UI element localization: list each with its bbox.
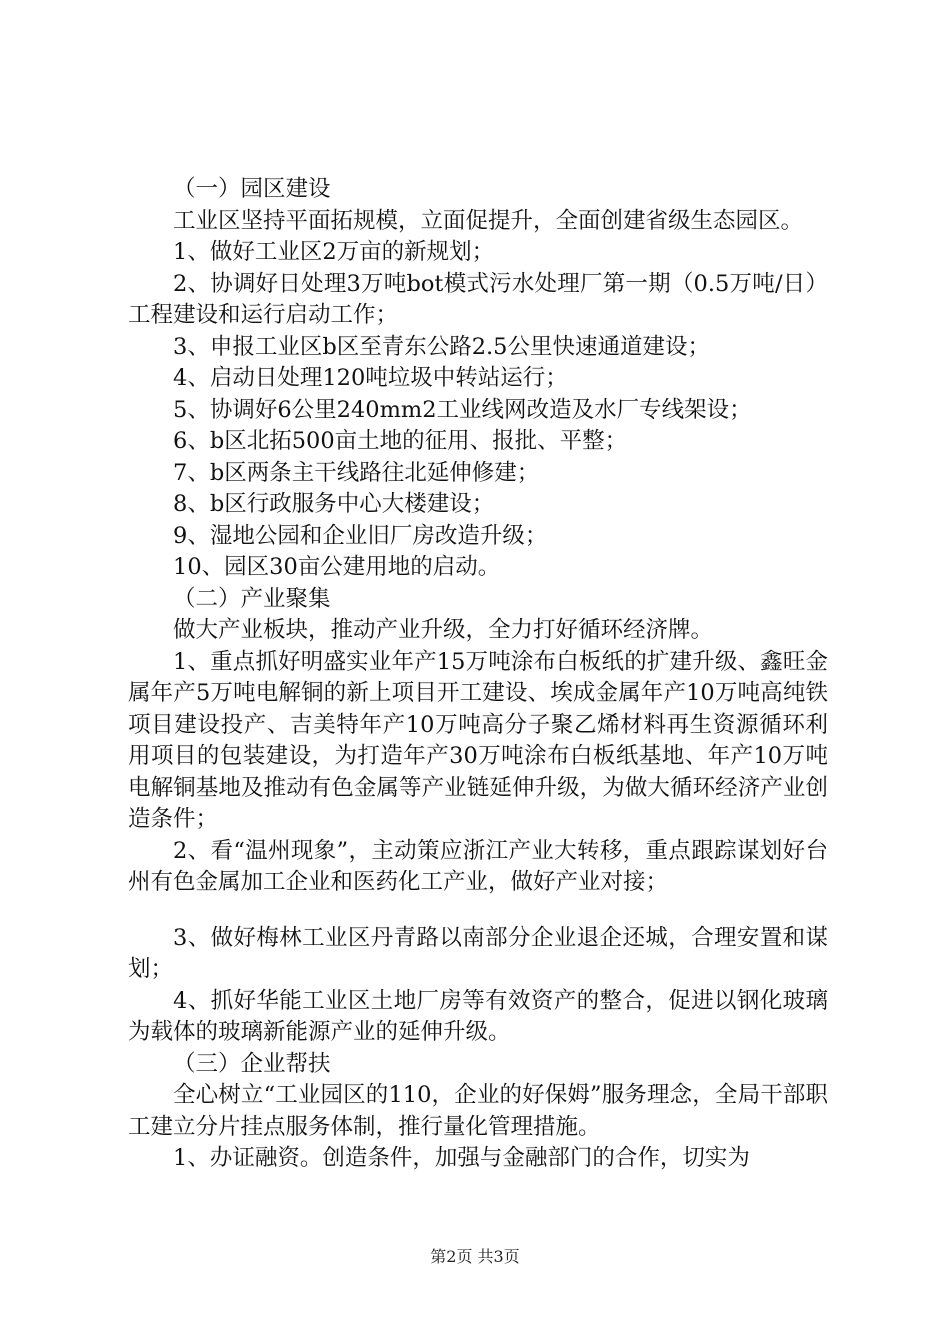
list-item: 1、重点抓好明盛实业年产15万吨涂布白板纸的扩建升级、鑫旺金属年产5万吨电解铜的新上项目开工建设、埃成金属年产10万吨高纯铁项目建设投产、吉美特年产10万吨高分子聚乙烯材料再生资源循环利用项目的包装建设，为打造年产30万吨涂布白板纸基地、年产10万吨电解铜基地及推动有色金属等产业链延伸升级，为做大循环经济产业创造条件； [128, 648, 828, 832]
list-item: 1、做好工业区2万亩的新规划； [173, 239, 495, 265]
document-body [128, 174, 828, 1175]
list-item: 3、做好梅林工业区丹青路以南部分企业退企还城，合理安置和谋划； [128, 924, 828, 982]
section-heading: （三）企业帮扶 [173, 1050, 331, 1077]
list-item: 5、协调好6公里240mm2工业线网改造及水厂专线架设； [173, 396, 752, 423]
list-item: 7、b区两条主干线路往北延伸修建； [173, 459, 540, 486]
list-item: 1、办证融资。创造条件，加强与金融部门的合作，切实为 [173, 1145, 750, 1171]
list-item: 4、启动日处理120吨垃圾中转站运行； [173, 365, 568, 391]
list-item: 10、园区30亩公建用地的启动。 [173, 554, 501, 580]
list-item: 3、申报工业区b区至青东公路2.5公里快速通道建设； [173, 333, 711, 360]
paragraph-gap [128, 899, 828, 923]
section-heading: （二）产业聚集 [173, 585, 331, 612]
section-intro: 工业区坚持平面拓规模，立面促提升，全面创建省级生态园区。 [173, 207, 804, 234]
list-item: 8、b区行政服务中心大楼建设； [173, 491, 495, 517]
section-heading: （一）园区建设 [173, 176, 331, 202]
list-item: 4、抓好华能工业区土地厂房等有效资产的整合，促进以钢化玻璃为载体的玻璃新能源产业的延伸升级。 [128, 987, 828, 1045]
list-item: 6、b区北拓500亩土地的征用、报批、平整； [173, 428, 628, 454]
page-footer: 第2页 共3页 [430, 1247, 520, 1266]
list-item: 9、湿地公园和企业旧厂房改造升级； [173, 522, 548, 549]
section-intro: 做大产业板块，推动产业升级，全力打好循环经济牌。 [173, 617, 714, 643]
list-item: 2、看“温州现象”，主动策应浙江产业大转移，重点跟踪谋划好台州有色金属加工企业和医药化工产业，做好产业对接； [128, 837, 828, 895]
list-item: 2、协调好日处理3万吨bot模式污水处理厂第一期（0.5万吨/日）工程建设和运行启动工作； [128, 270, 828, 328]
section-intro: 全心树立“工业园区的110，企业的好保姆”服务理念，全局干部职工建立分片挂点服务体制，推行量化管理措施。 [128, 1082, 828, 1140]
